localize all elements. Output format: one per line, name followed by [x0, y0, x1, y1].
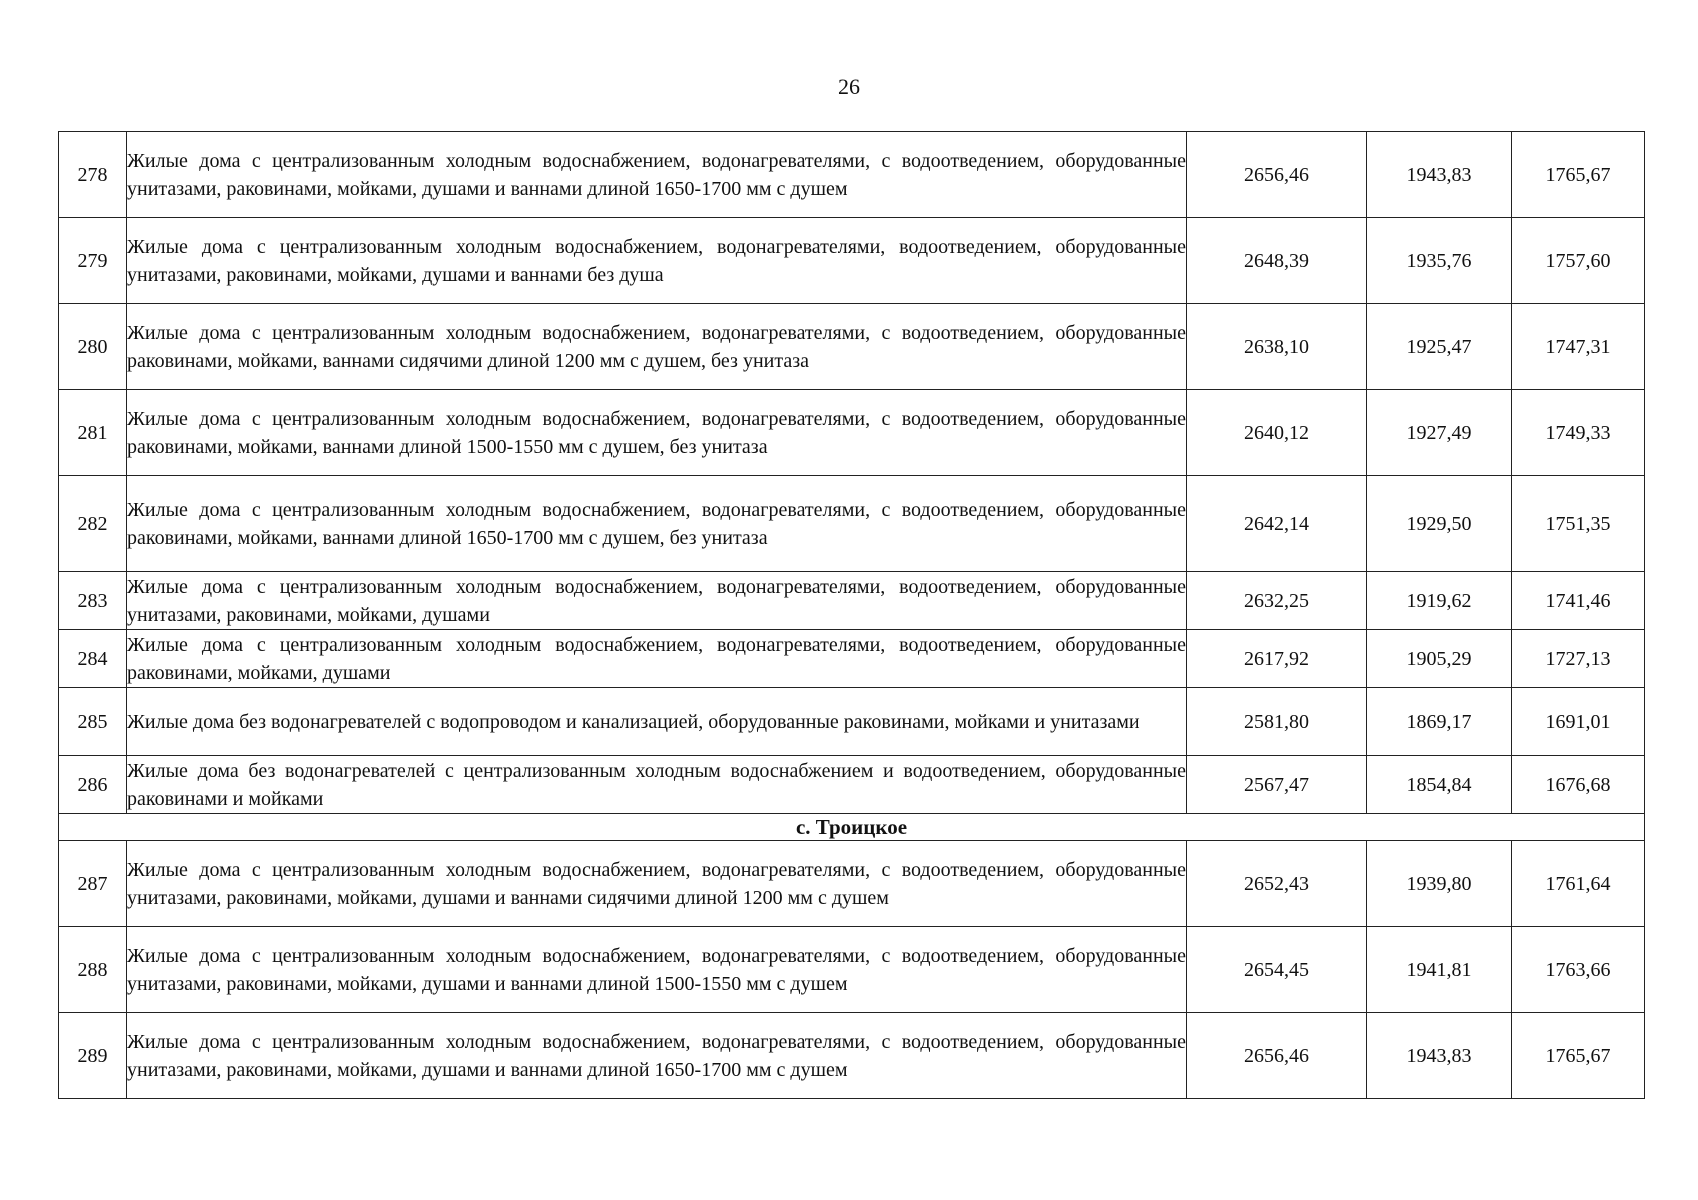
tariff-table: [58, 131, 1645, 1099]
value-col-3: 1765,67: [1512, 132, 1645, 218]
row-number: 278: [59, 132, 127, 218]
value-col-1: 2654,45: [1187, 927, 1367, 1013]
value-col-2: 1927,49: [1367, 390, 1512, 476]
row-number: 283: [59, 572, 127, 630]
value-col-2: 1905,29: [1367, 630, 1512, 688]
row-description: Жилые дома с централизованным холодным водоснабжением, водонагревателями, водоотведением, оборудованные унитазами, раковинами, мойками, душами и ваннами без душа: [127, 218, 1187, 304]
row-description: Жилые дома с централизованным холодным водоснабжением, водонагревателями, с водоотведением, оборудованные раковинами, мойками, ваннами длиной 1500-1550 мм с душем, без унитаза: [127, 390, 1187, 476]
value-col-2: 1939,80: [1367, 841, 1512, 927]
value-col-1: 2567,47: [1187, 756, 1367, 814]
row-description: Жилые дома без водонагревателей с водопроводом и канализацией, оборудованные раковинами, мойками и унитазами: [127, 688, 1187, 756]
row-description: Жилые дома с централизованным холодным водоснабжением, водонагревателями, водоотведением, оборудованные раковинами, мойками, душами: [127, 630, 1187, 688]
table-row: [59, 756, 1645, 814]
value-col-2: 1869,17: [1367, 688, 1512, 756]
row-description: Жилые дома с централизованным холодным водоснабжением, водонагревателями, с водоотведением, оборудованные унитазами, раковинами, мойками, душами и ваннами длиной 1650-1700 мм с душем: [127, 132, 1187, 218]
value-col-2: 1925,47: [1367, 304, 1512, 390]
page-number: 26: [838, 74, 860, 99]
value-col-3: 1727,13: [1512, 630, 1645, 688]
value-col-1: 2638,10: [1187, 304, 1367, 390]
value-col-3: 1751,35: [1512, 476, 1645, 572]
value-col-2: 1854,84: [1367, 756, 1512, 814]
row-description: Жилые дома с централизованным холодным водоснабжением, водонагревателями, с водоотведением, оборудованные унитазами, раковинами, мойками, душами и ваннами длиной 1650-1700 мм с душем: [127, 1013, 1187, 1099]
row-number: 282: [59, 476, 127, 572]
value-col-3: 1765,67: [1512, 1013, 1645, 1099]
section-title: с. Троицкое: [59, 814, 1645, 841]
row-description: Жилые дома с централизованным холодным водоснабжением, водонагревателями, с водоотведением, оборудованные унитазами, раковинами, мойками, душами и ваннами длиной 1500-1550 мм с душем: [127, 927, 1187, 1013]
value-col-1: 2581,80: [1187, 688, 1367, 756]
table-row: [59, 841, 1645, 927]
table-row: [59, 390, 1645, 476]
row-description: Жилые дома с централизованным холодным водоснабжением, водонагревателями, с водоотведением, оборудованные унитазами, раковинами, мойками, душами и ваннами сидячими длиной 1200 мм с душем: [127, 841, 1187, 927]
table-row: [59, 476, 1645, 572]
row-description: Жилые дома с централизованным холодным водоснабжением, водонагревателями, водоотведением, оборудованные унитазами, раковинами, мойками, душами: [127, 572, 1187, 630]
value-col-1: 2632,25: [1187, 572, 1367, 630]
value-col-3: 1747,31: [1512, 304, 1645, 390]
value-col-2: 1943,83: [1367, 132, 1512, 218]
table-row: [59, 630, 1645, 688]
row-description: Жилые дома без водонагревателей с централизованным холодным водоснабжением и водоотведением, оборудованные раковинами и мойками: [127, 756, 1187, 814]
value-col-3: 1691,01: [1512, 688, 1645, 756]
row-number: 281: [59, 390, 127, 476]
value-col-1: 2652,43: [1187, 841, 1367, 927]
value-col-1: 2648,39: [1187, 218, 1367, 304]
table-row: [59, 572, 1645, 630]
row-number: 285: [59, 688, 127, 756]
row-number: 284: [59, 630, 127, 688]
row-description: Жилые дома с централизованным холодным водоснабжением, водонагревателями, с водоотведением, оборудованные раковинами, мойками, ваннами длиной 1650-1700 мм с душем, без унитаза: [127, 476, 1187, 572]
value-col-1: 2656,46: [1187, 132, 1367, 218]
value-col-3: 1763,66: [1512, 927, 1645, 1013]
value-col-2: 1935,76: [1367, 218, 1512, 304]
value-col-1: 2642,14: [1187, 476, 1367, 572]
table-row: [59, 688, 1645, 756]
value-col-3: 1676,68: [1512, 756, 1645, 814]
table-row: [59, 218, 1645, 304]
value-col-1: 2617,92: [1187, 630, 1367, 688]
table-row: [59, 927, 1645, 1013]
section-header-row: [59, 814, 1645, 841]
value-col-2: 1943,83: [1367, 1013, 1512, 1099]
row-number: 279: [59, 218, 127, 304]
row-number: 280: [59, 304, 127, 390]
table-row: [59, 304, 1645, 390]
value-col-3: 1761,64: [1512, 841, 1645, 927]
table-row: [59, 132, 1645, 218]
row-number: 286: [59, 756, 127, 814]
value-col-2: 1929,50: [1367, 476, 1512, 572]
row-number: 289: [59, 1013, 127, 1099]
row-description: Жилые дома с централизованным холодным водоснабжением, водонагревателями, с водоотведением, оборудованные раковинами, мойками, ваннами сидячими длиной 1200 мм с душем, без унитаза: [127, 304, 1187, 390]
value-col-3: 1749,33: [1512, 390, 1645, 476]
value-col-1: 2640,12: [1187, 390, 1367, 476]
value-col-3: 1741,46: [1512, 572, 1645, 630]
value-col-3: 1757,60: [1512, 218, 1645, 304]
row-number: 287: [59, 841, 127, 927]
value-col-2: 1941,81: [1367, 927, 1512, 1013]
table-row: [59, 1013, 1645, 1099]
value-col-1: 2656,46: [1187, 1013, 1367, 1099]
row-number: 288: [59, 927, 127, 1013]
value-col-2: 1919,62: [1367, 572, 1512, 630]
